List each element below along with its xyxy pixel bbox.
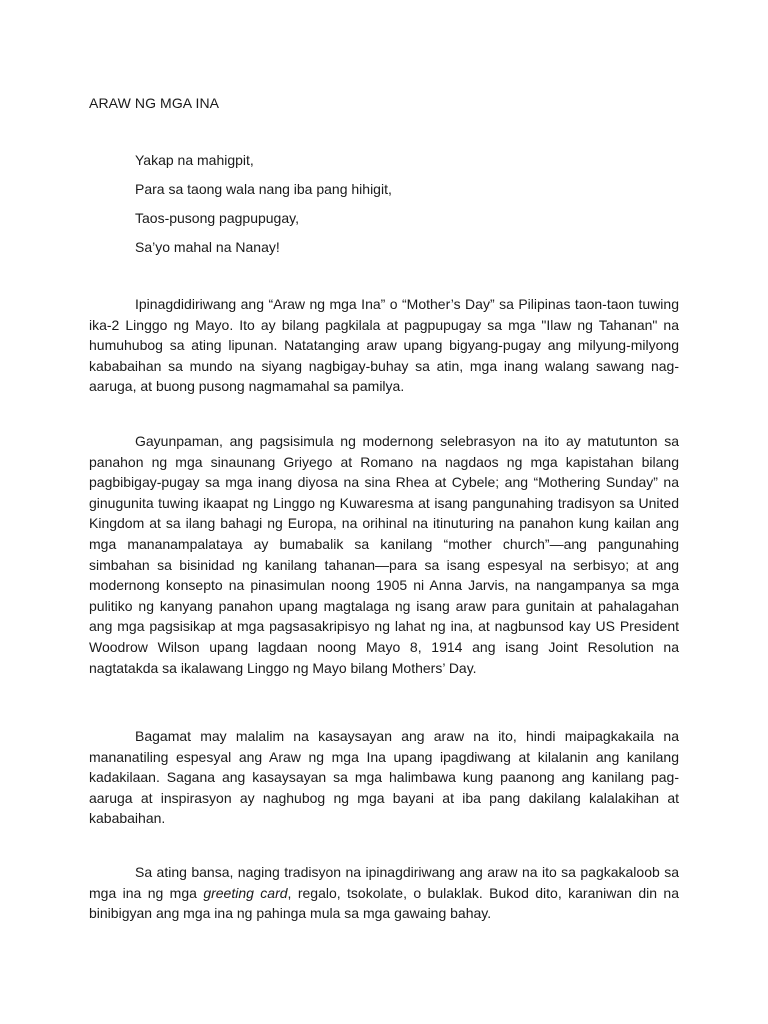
poem-line: Para sa taong wala nang iba pang hihigit, bbox=[135, 181, 392, 197]
poem-line: Yakap na mahigpit, bbox=[135, 152, 254, 168]
paragraph-2: Gayunpaman, ang pagsisimula ng modernong selebrasyon na ito ay matutunton sa panahon ng mga sinaunang Griyego at Romano na nagdaos ng mga kapistahan bilang pagbibigay-pugay sa mga inang diyosa na sina Rhea at Cybele; ang “Mothering Sunday” na ginugunita tuwing ikaapat ng Linggo ng Kuwaresma at isang pangunahing tradisyon sa United Kingdom at sa ilang bahagi ng Europa, na orihinal na itinuturing na panahon kung kailan ang mga mananampalataya ay bumabalik sa kanilang “mother church”—ang pangunahing simbahan sa bisinidad ng kanilang tahanan—para sa isang espesyal na serbisyo; at ang modernong konsepto na pinasimulan noong 1905 ni Anna Jarvis, na nangampanya sa mga pulitiko ng kanyang panahon upang magtalaga ng isang araw para gunitain at pahalagahan ang mga pagsisikap at mga pagsasakripisyo ng lahat ng ina, at nagbunsod kay US President Woodrow Wilson upang lagdaan noong Mayo 8, 1914 ang isang Joint Resolution na nagtatakda sa ikalawang Linggo ng Mayo bilang Mothers’ Day. bbox=[89, 433, 679, 676]
paragraph-3: Bagamat may malalim na kasaysayan ang araw na ito, hindi maipagkakaila na mananatiling espesyal ang Araw ng mga Ina upang ipagdiwang at kilalanin ang kanilang kadakilaan. Sagana ang kasaysayan sa mga halimbawa kung paanong ang kanilang pag-aaruga at inspirasyon ay naghubog ng mga bayani at iba pang dakilang kalalakihan at kababaihan. bbox=[89, 728, 679, 827]
poem-line: Sa’yo mahal na Nanay! bbox=[135, 239, 280, 255]
paragraph-4-text-end: , regalo, tsokolate, o bulaklak. Bukod dito, karaniwan din na binibigyan ang mga ina ng pahinga mula sa mga gawaing bahay. bbox=[89, 884, 679, 922]
paragraph-4-text-start: Sa ating bansa, naging tradisyon na ipinagdiriwang ang araw na ito sa pagkakaloob sa mga ina ng mga bbox=[89, 864, 679, 901]
paragraph-1: Ipinagdidiriwang ang “Araw ng mga Ina” o “Mother’s Day” sa Pilipinas taon-taon tuwing ika-2 Linggo ng Mayo. Ito ay bilang pagkilala at pagpupugay sa mga "Ilaw ng Tahanan" na humuhubog sa ating lipunan. Natatanging araw upang bigyang-pugay ang milyung-milyong kababaihan sa mundo na siyang nagbigay-buhay sa atin, mga inang walang sawang nag-aaruga, at buong pusong nagmamahal sa pamilya. bbox=[89, 296, 679, 395]
poem-line: Taos-pusong pagpupugay, bbox=[135, 210, 299, 226]
poem-stanza bbox=[135, 152, 392, 268]
document-title: ARAW NG MGA INA bbox=[89, 95, 220, 111]
paragraph-4-italic-term: greeting card bbox=[203, 884, 288, 901]
paragraph-4 bbox=[89, 862, 679, 924]
